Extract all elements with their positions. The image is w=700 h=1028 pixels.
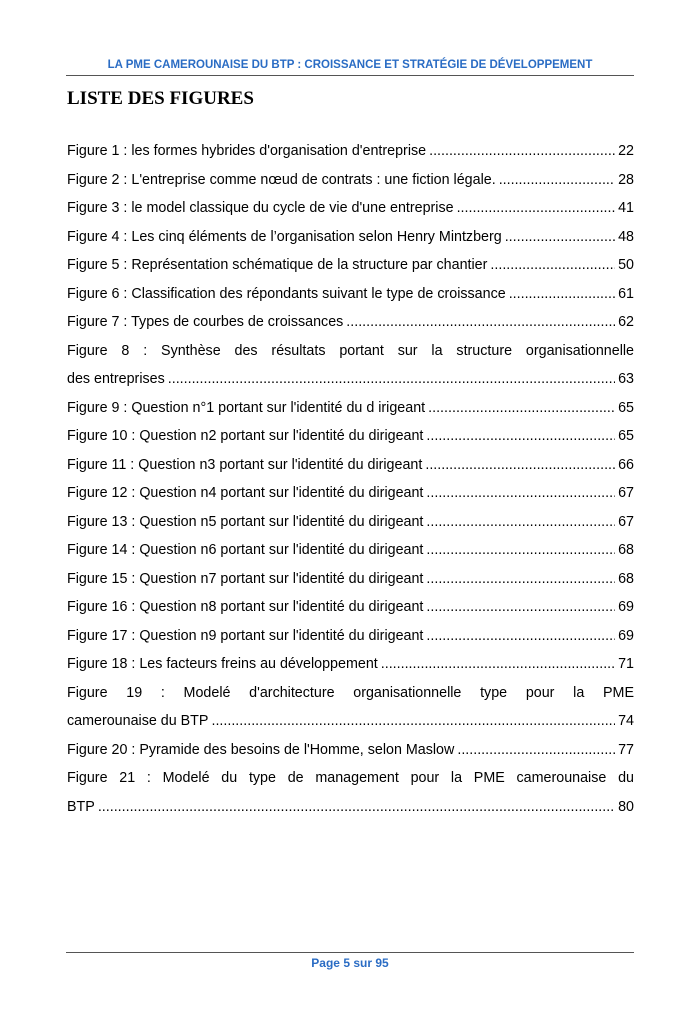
dot-leader (426, 622, 615, 651)
toc-entry-page: 77 (618, 741, 634, 758)
toc-entry[interactable] (67, 394, 634, 423)
toc-entry-title: Figure 5 : Représentation schématique de la structure par chantier (67, 257, 488, 273)
toc-entry-title: Figure 18 : Les facteurs freins au développement (67, 656, 378, 672)
toc-entry[interactable] (67, 223, 634, 252)
dot-leader (426, 422, 615, 451)
toc-entry-page: 68 (618, 570, 634, 587)
dot-leader (457, 194, 616, 223)
toc-entry-title: Figure 20 : Pyramide des besoins de l'Homme, selon Maslow (67, 741, 455, 758)
running-header: LA PME CAMEROUNAISE DU BTP : CROISSANCE ET STRATÉGIE DE DÉVELOPPEMENT (107, 59, 593, 71)
dot-leader (426, 479, 615, 508)
toc-entry-title: Figure 13 : Question n5 portant sur l'identité du dirigeant (67, 513, 424, 530)
toc-entry-page: 63 (618, 371, 634, 387)
toc-entry-page: 62 (618, 314, 634, 330)
toc-entry-page: 48 (618, 228, 634, 245)
dot-leader (426, 565, 615, 594)
toc-entry-title: Figure 17 : Question n9 portant sur l'identité du dirigeant (67, 627, 424, 644)
toc-entry-title: Figure 6 : Classification des répondants suivant le type de croissance (67, 285, 506, 302)
toc-entry-page: 50 (618, 257, 634, 273)
page-title: LISTE DES FIGURES (67, 88, 254, 109)
toc-entry[interactable] (67, 194, 634, 223)
header-divider (66, 75, 634, 76)
dot-leader (425, 451, 615, 480)
toc-entry-page: 65 (618, 399, 634, 416)
toc-entry-title: Figure 19 : Modelé d'architecture organisationnelle type pour la PME (67, 684, 634, 701)
page-number: Page 5 sur 95 (311, 956, 389, 970)
toc-entry-page: 69 (618, 627, 634, 644)
toc-entry[interactable] (67, 736, 634, 765)
dot-leader (426, 593, 615, 622)
toc-entry[interactable] (67, 337, 634, 394)
dot-leader (381, 650, 615, 679)
toc-entry-page: 67 (618, 485, 634, 501)
toc-entry-page: 74 (618, 713, 634, 729)
toc-entry[interactable] (67, 451, 634, 480)
toc-entry-page: 65 (618, 428, 634, 444)
toc-entry-title: Figure 2 : L'entreprise comme nœud de contrats : une fiction légale. (67, 171, 496, 188)
toc-entry[interactable] (67, 422, 634, 451)
toc-entry-title: Figure 11 : Question n3 portant sur l'identité du dirigeant (67, 456, 423, 473)
dot-leader (98, 793, 615, 822)
dot-leader (509, 280, 615, 309)
toc-entry-title: des entreprises (67, 371, 165, 387)
figure-list (67, 137, 634, 821)
dot-leader (211, 707, 615, 736)
toc-entry-page: 28 (618, 171, 634, 188)
toc-entry-title: Figure 1 : les formes hybrides d'organisation d'entreprise (67, 143, 427, 159)
toc-entry-title: Figure 7 : Types de courbes de croissances (67, 314, 344, 330)
toc-entry[interactable] (67, 508, 634, 537)
dot-leader (168, 365, 615, 394)
dot-leader (457, 736, 615, 765)
dot-leader (490, 251, 615, 280)
toc-entry-page: 61 (618, 285, 634, 302)
footer-divider (66, 952, 634, 953)
toc-entry-title: Figure 9 : Question n°1 portant sur l'identité du d irigeant (67, 399, 426, 416)
toc-entry-title: Figure 3 : le model classique du cycle de vie d'une entreprise (67, 200, 454, 216)
toc-entry[interactable] (67, 565, 634, 594)
toc-entry[interactable] (67, 679, 634, 736)
toc-entry-page: 66 (618, 456, 634, 473)
toc-entry-title: Figure 12 : Question n4 portant sur l'identité du dirigeant (67, 485, 424, 501)
toc-entry-title: Figure 10 : Question n2 portant sur l'identité du dirigeant (67, 428, 424, 444)
toc-entry[interactable] (67, 137, 634, 166)
toc-entry-title: camerounaise du BTP (67, 713, 209, 729)
dot-leader (505, 223, 615, 252)
toc-entry-title: Figure 21 : Modelé du type de management pour la PME camerounaise du (67, 770, 634, 786)
toc-entry[interactable] (67, 166, 634, 195)
toc-entry[interactable] (67, 251, 634, 280)
toc-entry[interactable] (67, 280, 634, 309)
toc-entry[interactable] (67, 479, 634, 508)
toc-entry-title: Figure 8 : Synthèse des résultats portant sur la structure organisationnelle (67, 342, 634, 359)
toc-entry-page: 67 (618, 513, 634, 530)
toc-entry-title: BTP (67, 798, 95, 815)
toc-entry[interactable] (67, 593, 634, 622)
toc-entry[interactable] (67, 536, 634, 565)
toc-entry-title: Figure 15 : Question n7 portant sur l'identité du dirigeant (67, 570, 424, 587)
toc-entry[interactable] (67, 308, 634, 337)
toc-entry-page: 68 (618, 542, 634, 558)
dot-leader (346, 308, 615, 337)
toc-entry-page: 80 (618, 798, 634, 815)
dot-leader (428, 394, 615, 423)
dot-leader (429, 137, 615, 166)
toc-entry-page: 69 (618, 599, 634, 615)
toc-entry-page: 41 (618, 200, 634, 216)
toc-entry-title: Figure 16 : Question n8 portant sur l'identité du dirigeant (67, 599, 424, 615)
toc-entry-title: Figure 14 : Question n6 portant sur l'identité du dirigeant (67, 542, 424, 558)
dot-leader (426, 508, 615, 537)
toc-entry[interactable] (67, 764, 634, 821)
toc-entry[interactable] (67, 622, 634, 651)
toc-entry[interactable] (67, 650, 634, 679)
dot-leader (426, 536, 615, 565)
toc-entry-page: 71 (618, 656, 634, 672)
dot-leader (499, 166, 615, 195)
toc-entry-title: Figure 4 : Les cinq éléments de l’organisation selon Henry Mintzberg (67, 228, 502, 245)
toc-entry-page: 22 (618, 143, 634, 159)
